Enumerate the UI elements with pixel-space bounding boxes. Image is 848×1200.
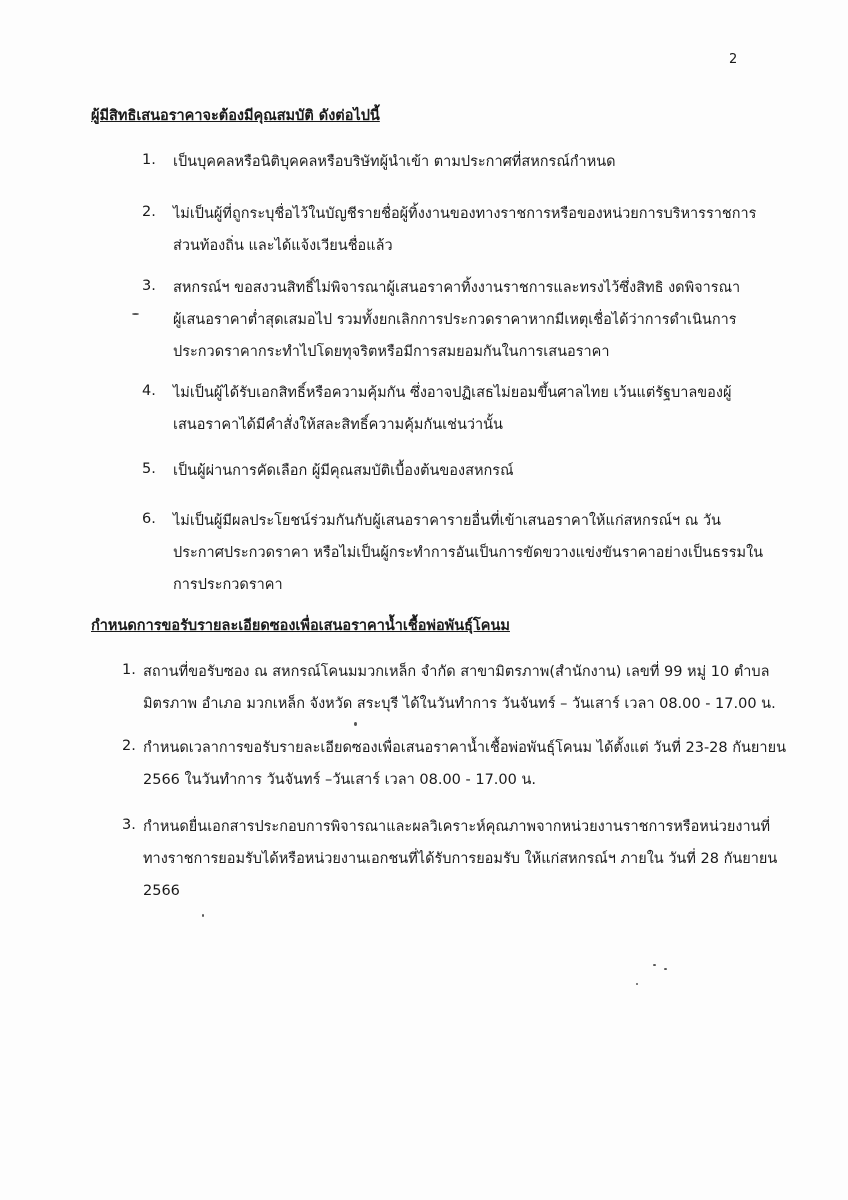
scan-speck xyxy=(202,914,204,917)
scan-speck xyxy=(664,968,667,970)
item-number: 6. xyxy=(142,511,156,527)
item-text-line: ประกวดราคากระทำไปโดยทุจริตหรือมีการสมยอมกันในการเสนอราคา xyxy=(173,344,610,360)
item-text-line: กำหนดยื่นเอกสารประกอบการพิจารณาและผลวิเคราะห์คุณภาพจากหน่วยงานราชการหรือหน่วยงานที่ xyxy=(143,819,771,835)
item-number: 1. xyxy=(142,152,156,168)
item-text-line: ผู้เสนอราคาต่ำสุดเสมอไป รวมทั้งยกเลิกการประกวดราคาหากมีเหตุเชื่อได้ว่าการดำเนินการ xyxy=(173,312,737,328)
item-number: 1. xyxy=(122,662,136,678)
item-text-line: สถานที่ขอรับซอง ณ สหกรณ์โคนมมวกเหล็ก จำกัด สาขามิตรภาพ(สำนักงาน) เลขที่ 99 หมู่ 10 ตำบล xyxy=(143,664,770,680)
item-text-line: เป็นผู้ผ่านการคัดเลือก ผู้มีคุณสมบัติเบื้องต้นของสหกรณ์ xyxy=(173,463,514,479)
schedule-heading: กำหนดการขอรับรายละเอียดซองเพื่อเสนอราคาน้ำเชื้อพ่อพันธุ์โคนม xyxy=(91,618,510,634)
scan-speck xyxy=(636,983,638,985)
item-number: 3. xyxy=(142,278,156,294)
item-text-line: ส่วนท้องถิ่น และได้แจ้งเวียนชื่อแล้ว xyxy=(173,238,393,254)
item-text-line: การประกวดราคา xyxy=(173,577,283,593)
item-number: 3. xyxy=(122,817,136,833)
item-text-line: เป็นบุคคลหรือนิติบุคคลหรือบริษัทผู้นำเข้า ตามประกาศที่สหกรณ์กำหนด xyxy=(173,154,616,170)
qualifications-heading: ผู้มีสิทธิเสนอราคาจะต้องมีคุณสมบัติ ดังต่อไปนี้ xyxy=(91,108,380,124)
item-number: 2. xyxy=(122,738,136,754)
scan-speck xyxy=(354,722,357,726)
item-text-line: 2566 ในวันทำการ วันจันทร์ –วันเสาร์ เวลา 08.00 - 17.00 น. xyxy=(143,772,536,788)
item-text-line: ไม่เป็นผู้ที่ถูกระบุชื่อไว้ในบัญชีรายชื่อผู้ทิ้งงานของทางราชการหรือของหน่วยการบริหารราชการ xyxy=(173,206,757,222)
item-text-line: กำหนดเวลาการขอรับรายละเอียดซองเพื่อเสนอราคาน้ำเชื้อพ่อพันธุ์โคนม ได้ตั้งแต่ วันที่ 23-28 กันยายน xyxy=(143,740,786,756)
item-number: 4. xyxy=(142,383,156,399)
item-text-line: 2566 xyxy=(143,883,180,899)
item-number: 5. xyxy=(142,461,156,477)
item-text-line: มิตรภาพ อำเภอ มวกเหล็ก จังหวัด สระบุรี ได้ในวันทำการ วันจันทร์ – วันเสาร์ เวลา 08.00 - 17.00 น. xyxy=(143,696,776,712)
page-number: 2 xyxy=(729,52,738,67)
item-text-line: ประกาศประกวดราคา หรือไม่เป็นผู้กระทำการอันเป็นการขัดขวางแข่งขันราคาอย่างเป็นธรรมใน xyxy=(173,545,764,561)
item-text-line: สหกรณ์ฯ ขอสงวนสิทธิ์ไม่พิจารณาผู้เสนอราคาทิ้งงานราชการและทรงไว้ซึ่งสิทธิ งดพิจารณา xyxy=(173,280,741,296)
item-text-line: เสนอราคาได้มีคำสั่งให้สละสิทธิ์ความคุ้มกันเช่นว่านั้น xyxy=(173,417,503,433)
scan-speck xyxy=(653,964,656,966)
item-number: 2. xyxy=(142,204,156,220)
scan-speck xyxy=(132,313,139,315)
item-text-line: ทางราชการยอมรับได้หรือหน่วยงานเอกชนที่ได้รับการยอมรับ ให้แก่สหกรณ์ฯ ภายใน วันที่ 28 กันยายน xyxy=(143,851,778,867)
item-text-line: ไม่เป็นผู้มีผลประโยชน์ร่วมกันกับผู้เสนอราคารายอื่นที่เข้าเสนอราคาให้แก่สหกรณ์ฯ ณ วัน xyxy=(173,513,721,529)
item-text-line: ไม่เป็นผู้ได้รับเอกสิทธิ์หรือความคุ้มกัน ซึ่งอาจปฏิเสธไม่ยอมขึ้นศาลไทย เว้นแต่รัฐบาลของผู้ xyxy=(173,385,732,401)
